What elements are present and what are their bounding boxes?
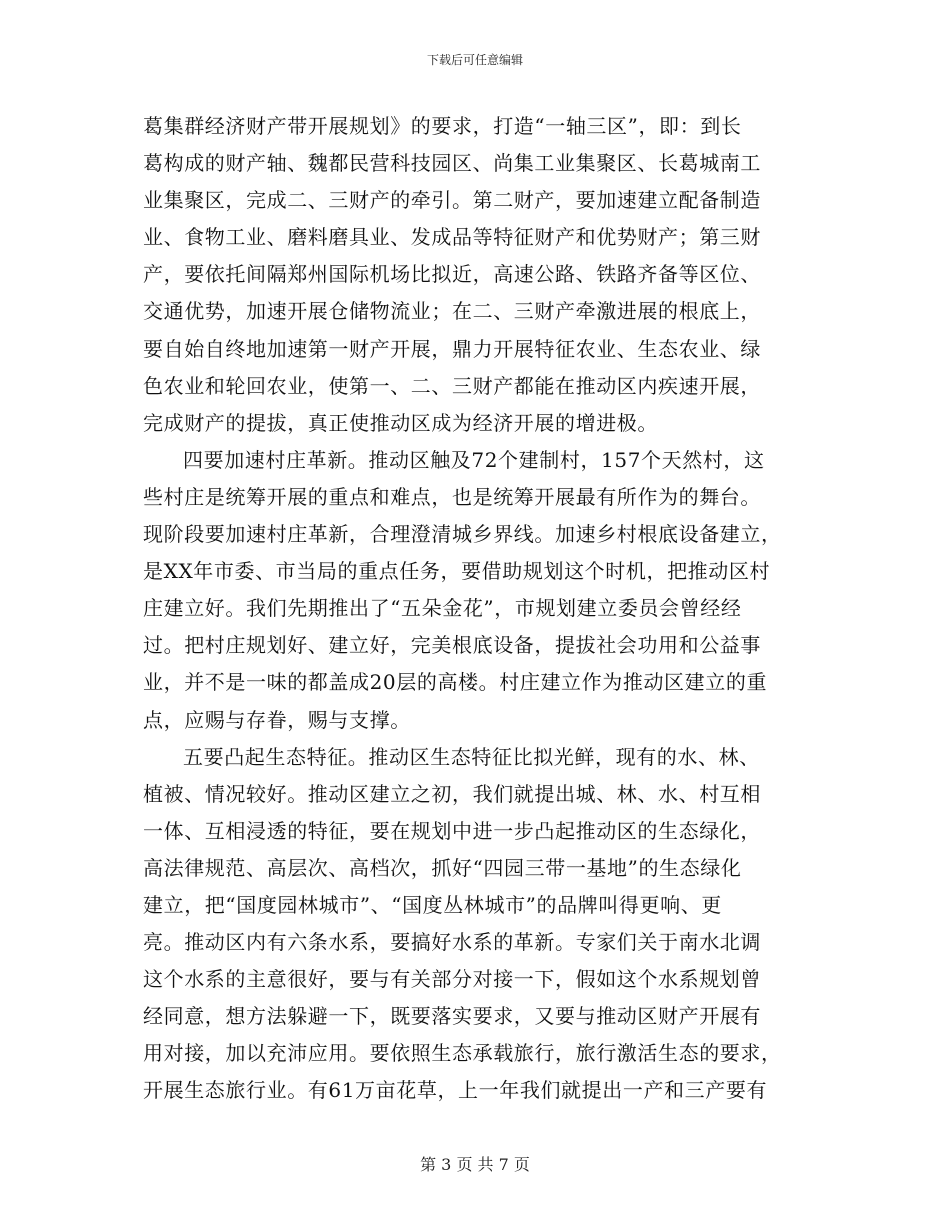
text-line: 庄建立好。我们先期推出了“五朵金花”，市规划建立委员会曾经经 bbox=[143, 596, 742, 621]
paragraph-start-line: 五要凸起生态特征。推动区生态特征比拟光鲜，现有的水、林、 bbox=[183, 744, 760, 769]
text-line: 一体、互相浸透的特征，要在规划中进一步凸起推动区的生态绿化， bbox=[143, 818, 761, 843]
text-line: 过。把村庄规划好、建立好，完美根底设备，提拔社会功用和公益事 bbox=[143, 633, 761, 658]
text-line: 些村庄是统筹开展的重点和难点，也是统筹开展最有所作为的舞台。 bbox=[143, 484, 761, 509]
text-line: 点，应赐与存眷，赐与支撑。 bbox=[143, 707, 411, 732]
text-line: 葛集群经济财产带开展规划》的要求，打造“一轴三区”，即：到长 bbox=[143, 114, 742, 138]
text-line: 色农业和轮回农业，使第一、二、三财产都能在推动区内疾速开展， bbox=[143, 373, 761, 398]
text-line: 这个水系的主意很好，要与有关部分对接一下，假如这个水系规划曾 bbox=[143, 967, 761, 992]
text-line: 现阶段要加速村庄革新，合理澄清城乡界线。加速乡村根底设备建立， bbox=[143, 522, 782, 547]
paragraph-start-line: 四要加速村庄革新。推动区触及72个建制村，157个天然村，这 bbox=[183, 447, 765, 472]
text-line: 交通优势，加速开展仓储物流业；在二、三财产牵激进展的根底上， bbox=[143, 299, 761, 324]
text-line: 是XX年市委、市当局的重点任务，要借助规划这个时机，把推动区村 bbox=[143, 559, 771, 584]
text-line: 经同意，想方法躲避一下，既要落实要求，又要与推动区财产开展有 bbox=[143, 1004, 761, 1029]
text-line: 业集聚区，完成二、三财产的牵引。第二财产，要加速建立配备制造 bbox=[143, 188, 761, 213]
text-line: 葛构成的财产轴、魏都民营科技园区、尚集工业集聚区、长葛城南工 bbox=[143, 151, 761, 176]
text-line: 植被、情况较好。推动区建立之初，我们就提出城、林、水、村互相 bbox=[143, 781, 761, 806]
text-line: 亮。推动区内有六条水系，要搞好水系的革新。专家们关于南水北调 bbox=[143, 930, 761, 955]
text-line: 业，并不是一味的都盖成20层的高楼。村庄建立作为推动区建立的重 bbox=[143, 670, 768, 695]
document-body bbox=[143, 108, 811, 1110]
page-number: 第 3 页 共 7 页 bbox=[420, 1155, 530, 1174]
text-line: 用对接，加以充沛应用。要依照生态承载旅行，旅行激活生态的要求， bbox=[143, 1041, 782, 1066]
page-header: 下载后可任意编辑 bbox=[426, 53, 523, 67]
text-line: 开展生态旅行业。有61万亩花草，上一年我们就提出一产和三产要有 bbox=[143, 1078, 768, 1103]
text-line: 产，要依托间隔郑州国际机场比拟近，高速公路、铁路齐备等区位、 bbox=[143, 262, 761, 287]
text-line: 高法律规范、高层次、高档次，抓好“四园三带一基地”的生态绿化 bbox=[143, 855, 742, 880]
text-line: 完成财产的提拔，真正使推动区成为经济开展的增进极。 bbox=[143, 410, 658, 435]
text-line: 要自始自终地加速第一财产开展，鼎力开展特征农业、生态农业、绿 bbox=[143, 336, 761, 361]
text-line: 业、食物工业、磨料磨具业、发成品等特征财产和优势财产；第三财 bbox=[143, 225, 761, 250]
text-line: 建立，把“国度园林城市”、“国度丛林城市”的品牌叫得更响、更 bbox=[143, 892, 722, 917]
